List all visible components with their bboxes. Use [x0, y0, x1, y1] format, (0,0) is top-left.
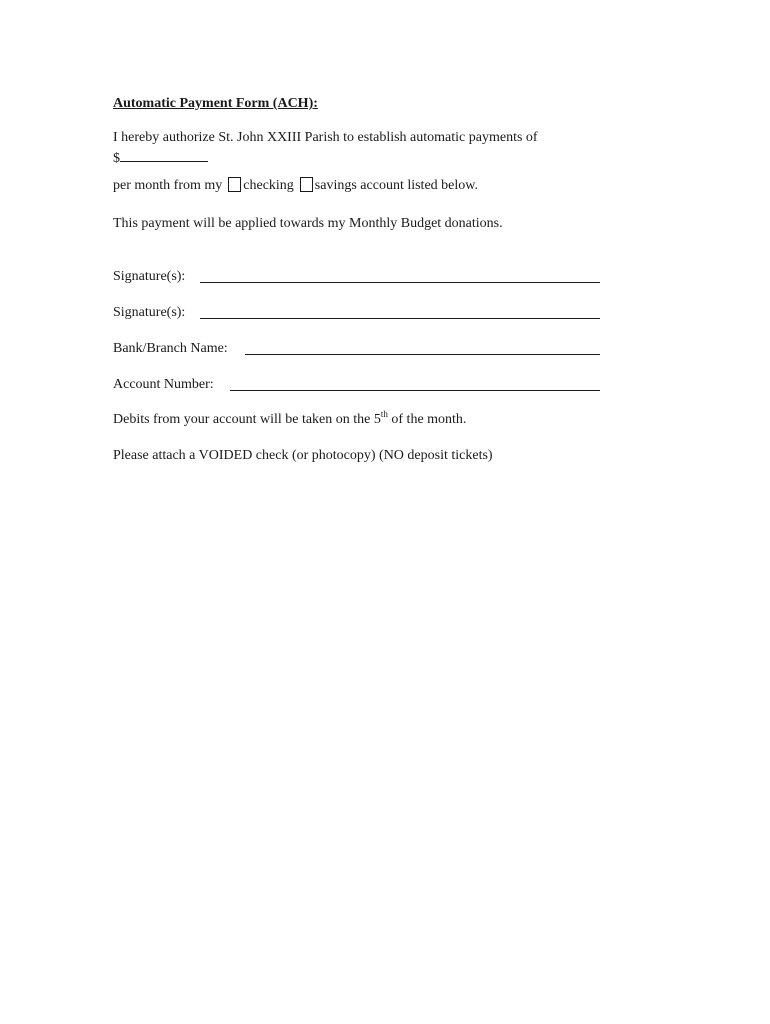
signature-input-1[interactable]: [200, 282, 600, 283]
signature-label-2: Signature(s):: [113, 305, 186, 320]
checking-checkbox[interactable]: [228, 177, 241, 192]
checking-label: checking: [243, 178, 294, 193]
debits-suffix: of the month.: [387, 412, 467, 427]
amount-input[interactable]: [120, 148, 208, 162]
savings-label: savings account listed below.: [314, 178, 478, 193]
account-label: Account Number:: [113, 377, 214, 392]
signature-input-2[interactable]: [200, 318, 600, 319]
debits-prefix: Debits from your account will be taken on the 5: [113, 412, 381, 427]
debits-text: [113, 411, 466, 428]
signature-field-2: [113, 304, 185, 321]
debits-sup: th: [380, 409, 388, 419]
applied-text: This payment will be applied towards my Monthly Budget donations.: [113, 216, 503, 231]
form-title: Automatic Payment Form (ACH):: [113, 96, 318, 111]
bank-input[interactable]: [245, 354, 600, 355]
signature-field-1: [113, 268, 185, 285]
attach-text: Please attach a VOIDED check (or photocopy) (NO deposit tickets): [113, 448, 493, 463]
bank-field: [113, 340, 228, 357]
per-month-text: per month from my: [113, 178, 223, 193]
account-field: [113, 376, 214, 393]
authorize-text: I hereby authorize St. John XXIII Parish to establish automatic payments of: [113, 130, 538, 145]
signature-label-1: Signature(s):: [113, 269, 186, 284]
account-input[interactable]: [230, 390, 600, 391]
savings-checkbox[interactable]: [300, 177, 313, 192]
amount-line: [113, 148, 208, 167]
account-type-line: [113, 177, 478, 194]
bank-label: Bank/Branch Name:: [113, 341, 228, 356]
amount-prefix: $: [113, 151, 120, 166]
